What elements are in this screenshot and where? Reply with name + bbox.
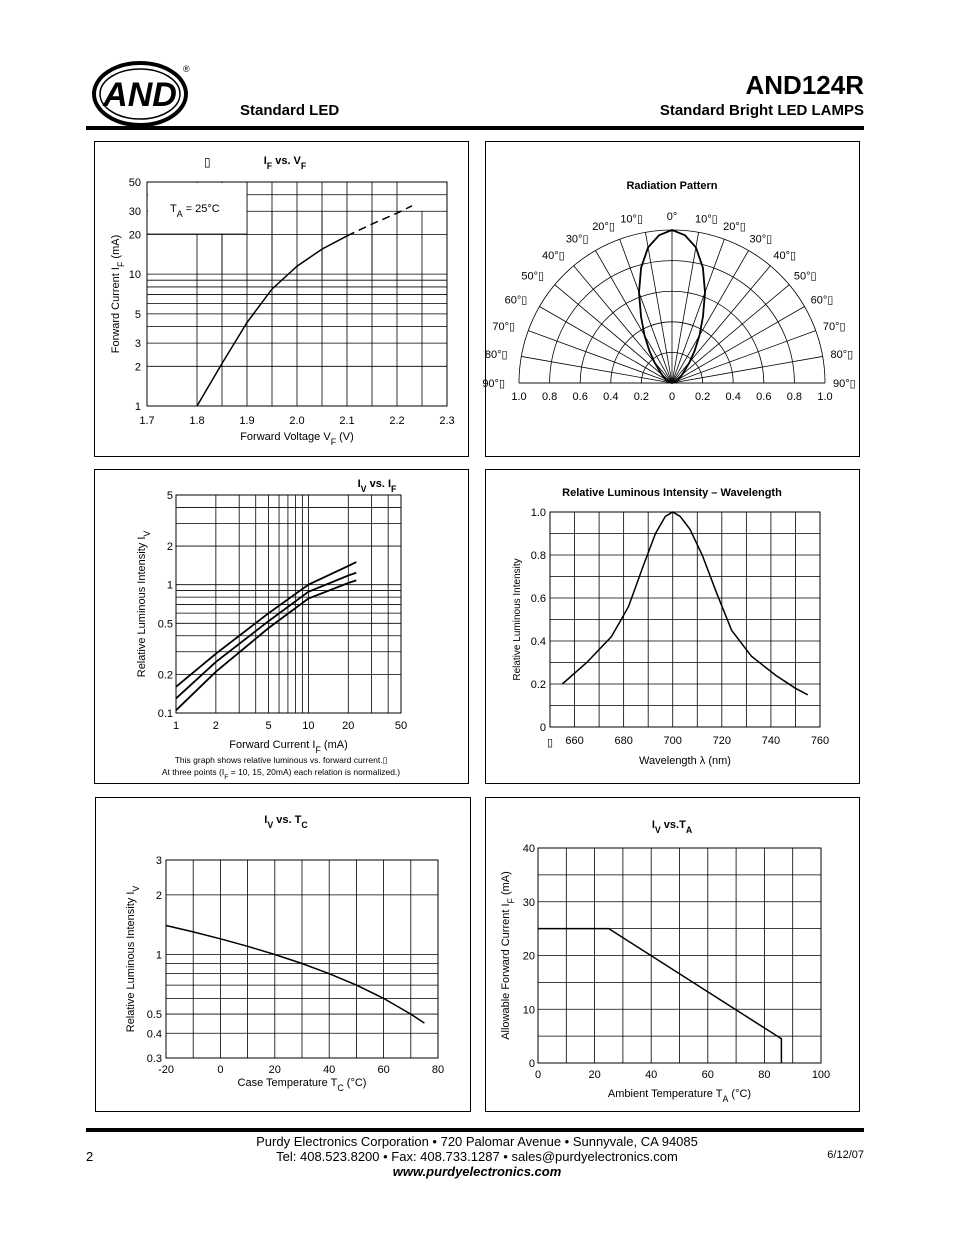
y-tick-label: 1 — [166, 579, 173, 592]
x-axis-label: Wavelength λ (nm) — [639, 755, 731, 767]
x-tick-label: 760 — [810, 735, 830, 747]
x-tick-label: 2.3 — [439, 415, 455, 427]
y-tick-label: 0.1 — [157, 708, 173, 720]
radial-tick-label: 0.8 — [786, 391, 803, 403]
angle-label-left: 30°▯ — [565, 233, 589, 246]
y-tick-label: 0.5 — [146, 1009, 162, 1022]
title-marker: ▯ — [204, 155, 211, 169]
x-tick-label: -20 — [158, 1064, 174, 1076]
y-tick-label: 2 — [166, 541, 173, 554]
chart-title: Radiation Pattern — [626, 180, 718, 192]
y-tick-label: 20 — [522, 950, 535, 963]
angle-label-right: 60°▯ — [810, 294, 834, 307]
y-tick-label: 0.2 — [530, 679, 546, 691]
angle-label-left: 0° — [666, 211, 678, 223]
footer-contact: Tel: 408.523.8200 • Fax: 408.733.1287 • sales@purdyelectronics.com — [276, 1149, 678, 1164]
radial-tick-label: 0.4 — [725, 391, 741, 403]
chart-title: $I_V$ $vs.T_A$ — [651, 819, 693, 835]
curve — [166, 926, 424, 1024]
x-tick-label: 1.9 — [239, 415, 255, 427]
x-tick-label: 40 — [645, 1069, 658, 1081]
x-tick-label: 2 — [212, 720, 219, 732]
y-tick-label: 0.4 — [530, 636, 546, 648]
x-tick-label: 0 — [534, 1069, 542, 1081]
y-axis-label: Forward Current $I_F$ (mA) — [110, 234, 126, 354]
radial-tick-label: 0.6 — [572, 391, 588, 403]
radial-tick-label: 0 — [668, 391, 676, 403]
footer-date: 6/12/07 — [827, 1149, 864, 1161]
x-tick-label: 80 — [431, 1064, 445, 1076]
y-axis-label: Relative Luminous Intensity $I_V$ — [125, 885, 141, 1033]
angle-label-left: 20°▯ — [592, 221, 615, 234]
angle-label-right: 20°▯ — [723, 221, 746, 234]
axis-marker: ▯ — [546, 737, 554, 749]
y-tick-label: 1 — [155, 949, 162, 962]
footer-website[interactable]: www.purdyelectronics.com — [392, 1164, 562, 1179]
panel-wavelength — [485, 469, 860, 784]
y-tick-label: 0.4 — [146, 1028, 162, 1041]
left-subtitle: Standard LED — [240, 102, 340, 119]
y-tick-label: 50 — [128, 177, 141, 189]
angle-label-right: 70°▯ — [822, 320, 846, 333]
x-tick-label: 740 — [761, 735, 781, 747]
angle-label-right: 90°▯ — [833, 378, 856, 390]
radial-tick-label: 0.2 — [633, 391, 650, 403]
angle-label-right: 10°▯ — [694, 213, 718, 226]
part-number: AND124R — [745, 70, 864, 100]
y-tick-label: 5 — [134, 308, 141, 321]
annotation-ta: $T_A = 25^\circ C$ — [170, 203, 220, 219]
footer-address: Purdy Electronics Corporation • 720 Palomar Avenue • Sunnyvale, CA 94085 — [256, 1134, 698, 1149]
x-tick-label: 660 — [565, 735, 584, 747]
angle-label-left: 50°▯ — [521, 270, 545, 283]
footer-rule — [86, 1128, 864, 1132]
x-axis-label: Forward Current $I_F$ (mA) — [229, 739, 348, 755]
y-tick-label: 10 — [522, 1004, 535, 1017]
y-tick-label: 0.6 — [530, 593, 546, 605]
y-tick-label: 3 — [134, 338, 141, 351]
x-tick-label: 2.1 — [339, 415, 355, 427]
chart-title: $I_V$ vs. $I_F$ — [357, 478, 397, 494]
x-tick-label: 1.7 — [139, 415, 155, 427]
logo-text: AND — [103, 76, 177, 114]
x-tick-label: 60 — [377, 1064, 390, 1076]
y-tick-label: 2 — [155, 889, 162, 902]
x-tick-label: 80 — [758, 1069, 771, 1081]
right-subtitle: Standard Bright LED LAMPS — [659, 102, 864, 119]
plot-frame — [176, 495, 401, 713]
x-tick-label: 20 — [268, 1064, 281, 1076]
x-tick-label: 2.2 — [389, 415, 405, 427]
radial-tick-label: 0.2 — [694, 391, 711, 403]
curve-dashed — [347, 206, 412, 236]
y-tick-label: 3 — [155, 855, 162, 867]
x-tick-label: 50 — [394, 720, 408, 732]
angle-label-left: 80°▯ — [484, 349, 508, 362]
curve — [176, 580, 356, 710]
y-tick-label: 0.8 — [530, 550, 546, 562]
y-axis-label: Allowable Forward Current $I_F$ (mA) — [500, 871, 516, 1040]
chart-iv-ta — [486, 798, 859, 1111]
x-tick-label: 700 — [663, 735, 682, 747]
note-line-1: This graph shows relative luminous vs. forward current.▯ — [174, 755, 388, 765]
curve — [538, 929, 781, 1063]
panel-iv-if — [94, 469, 469, 784]
angle-label-left: 70°▯ — [492, 320, 516, 333]
panel-iv-tc — [95, 797, 471, 1112]
x-tick-label: 20 — [342, 720, 355, 732]
y-tick-label: 1.0 — [530, 507, 546, 519]
chart-wavelength — [486, 470, 859, 783]
angle-label-right: 50°▯ — [793, 270, 817, 283]
x-tick-label: 5 — [265, 720, 272, 732]
y-tick-label: 20 — [128, 229, 141, 242]
x-tick-label: 40 — [323, 1064, 336, 1076]
y-tick-label: 0.3 — [146, 1053, 162, 1065]
page-number: 2 — [86, 1149, 94, 1164]
logo-registered-mark: ® — [183, 64, 190, 74]
angle-label-left: 60°▯ — [504, 294, 528, 307]
x-tick-label: 60 — [701, 1069, 714, 1081]
angle-label-right: 40°▯ — [773, 250, 797, 263]
panel-iv-ta — [485, 797, 860, 1112]
chart-iv-if — [95, 470, 468, 783]
y-axis-label: Relative Luminous Intensity — [512, 558, 523, 681]
header-rule — [86, 126, 864, 130]
y-tick-label: 0.2 — [157, 669, 173, 682]
panel-if-vf — [94, 141, 469, 457]
y-tick-label: 30 — [128, 206, 141, 219]
panel-radiation — [482, 141, 860, 457]
angle-label-left: 10°▯ — [620, 213, 644, 226]
y-tick-label: 0 — [528, 1058, 535, 1070]
y-tick-label: 30 — [522, 896, 535, 909]
y-tick-label: 5 — [166, 490, 173, 502]
chart-radiation-pattern — [482, 142, 859, 456]
x-tick-label: 100 — [811, 1069, 831, 1081]
x-tick-label: 10 — [302, 720, 315, 732]
radial-tick-label: 0.6 — [756, 391, 772, 403]
x-tick-label: 720 — [712, 735, 731, 747]
chart-if-vf — [95, 142, 468, 456]
y-tick-label: 10 — [128, 269, 141, 282]
y-tick-label: 2 — [134, 361, 141, 374]
chart-title: Relative Luminous Intensity – Wavelength — [562, 487, 782, 499]
chart-title: $I_F$ vs. $V_F$ — [263, 155, 307, 171]
x-axis-label: Case Temperature $T_C$ (°C) — [237, 1077, 367, 1093]
angle-label-right: 80°▯ — [830, 349, 854, 362]
y-tick-label: 0.5 — [157, 618, 173, 631]
chart-title: $I_V$ vs. $T_C$ — [264, 814, 308, 830]
x-axis-label: Ambient Temperature $T_A$ (°C) — [607, 1088, 752, 1104]
y-tick-label: 40 — [522, 843, 535, 855]
angle-label-left: 40°▯ — [541, 250, 565, 263]
radial-tick-label: 1.0 — [511, 391, 527, 403]
radial-tick-label: 1.0 — [817, 391, 833, 403]
radial-tick-label: 0.4 — [603, 391, 619, 403]
angle-label-right: 30°▯ — [749, 233, 773, 246]
company-logo — [92, 58, 192, 128]
x-axis-label: Forward Voltage $V_F$ (V) — [240, 431, 354, 447]
x-tick-label: 2.0 — [289, 415, 305, 427]
curve — [176, 562, 356, 687]
x-tick-label: 1.8 — [189, 415, 205, 427]
chart-iv-tc — [96, 798, 470, 1111]
note-line-2: At three points ($I_F = 10$, 15, 20mA) each relation is normalized.) — [161, 767, 401, 781]
x-tick-label: 680 — [614, 735, 633, 747]
x-tick-label: 1 — [172, 720, 180, 732]
radial-tick-label: 0.8 — [541, 391, 558, 403]
x-tick-label: 0 — [217, 1064, 224, 1076]
y-tick-label: 1 — [134, 401, 141, 413]
y-tick-label: 0 — [539, 722, 546, 734]
x-tick-label: 20 — [588, 1069, 601, 1081]
angle-label-left: 90°▯ — [482, 378, 505, 390]
y-axis-label: Relative Luminous Intensity $I_V$ — [136, 530, 152, 678]
